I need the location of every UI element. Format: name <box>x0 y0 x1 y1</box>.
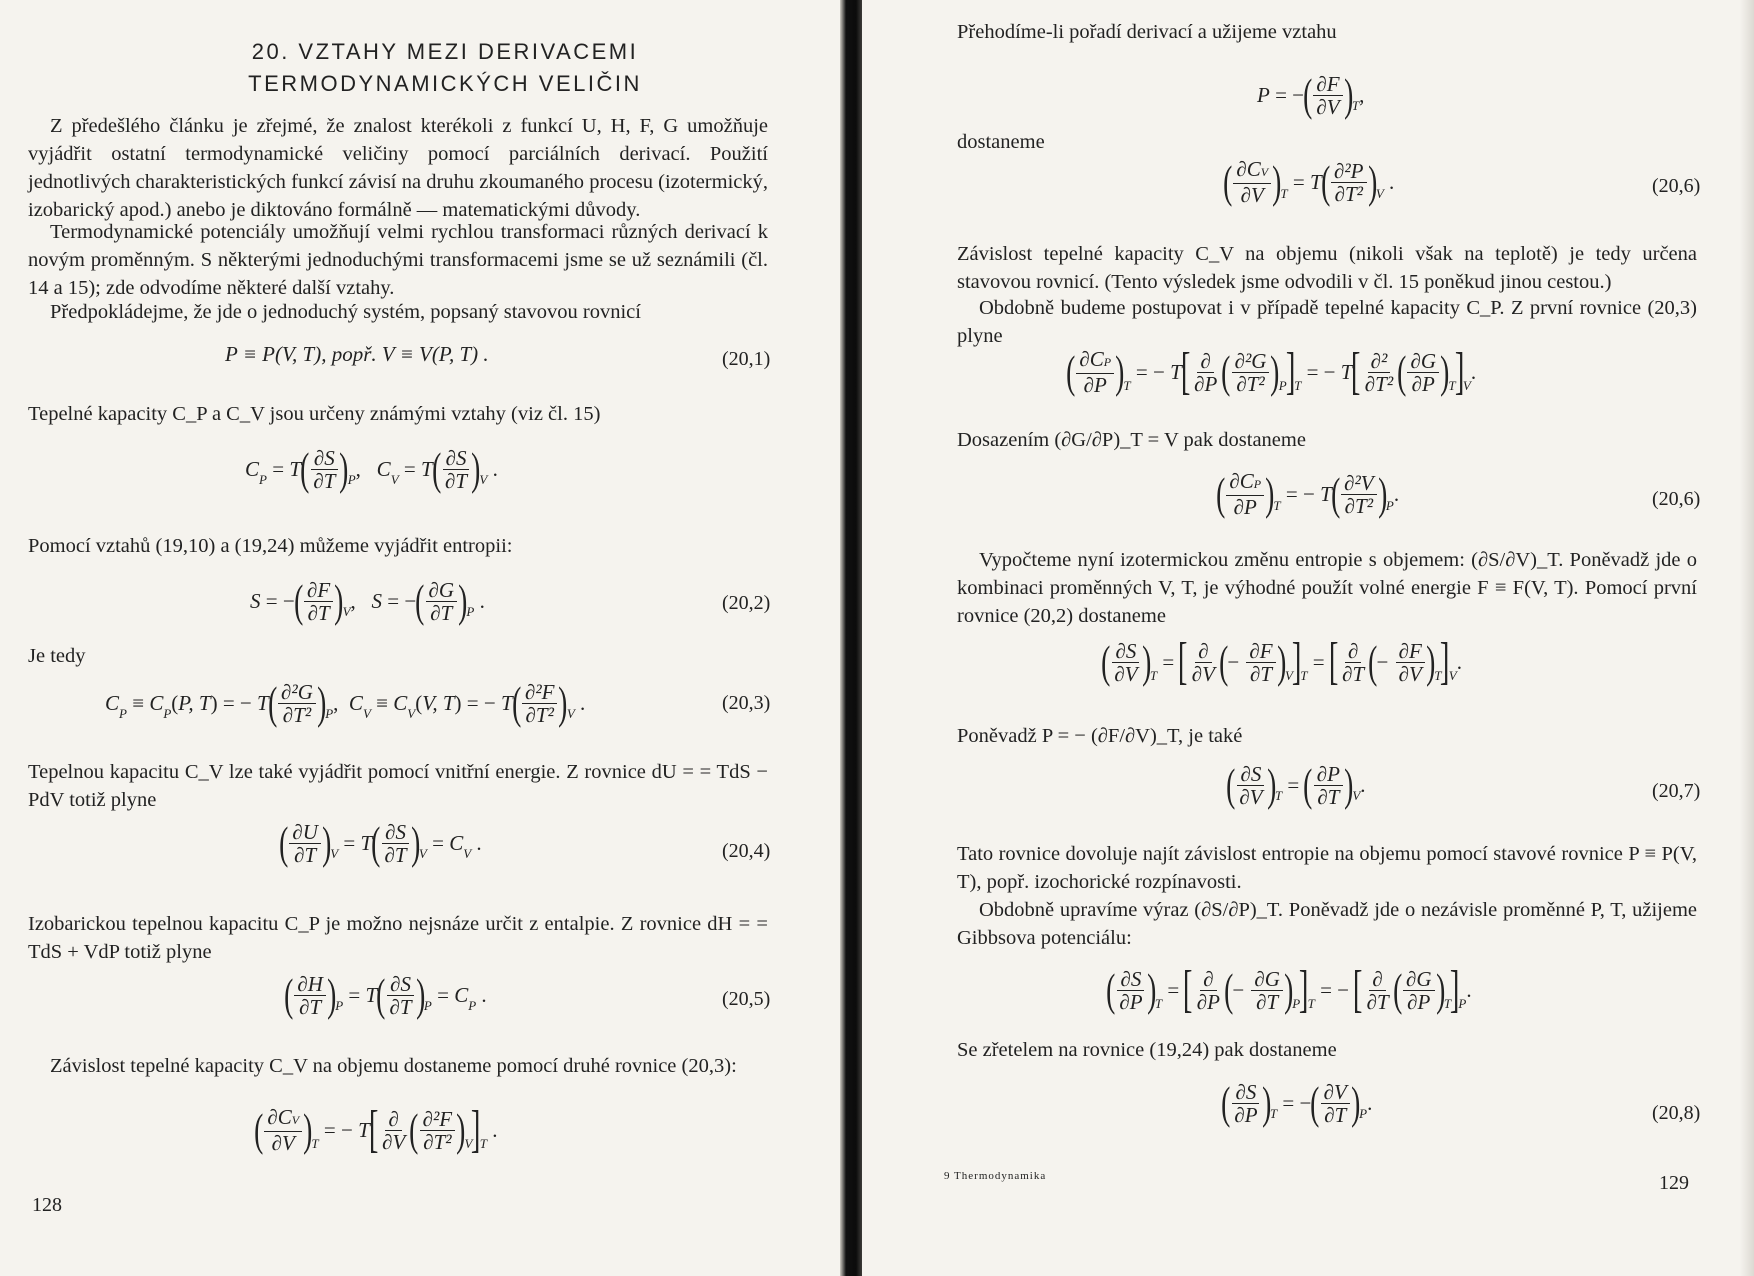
paragraph: Závislost tepelné kapacity C_V na objemu dostaneme pomocí druhé rovnice (20,3): <box>50 1055 737 1077</box>
equation-heat-capacities: C P = T ( $\frac{\partial S}{\partial T}$ ) P , C V = T ( $\frac{\partial S}{\partial T}$ ) V . <box>245 443 498 494</box>
equation-pressure: P = − ( $\frac{\partial F}{\partial V}$ ) T , <box>1257 69 1365 120</box>
equation-cv-volume: ( $\frac{\partial CV}{\partial V}$ ) T = − T [ $\frac{\partial}{\partial V}$ ( $\frac{\text{∂²F}}{\text{∂T²}}$ ) V ] T . <box>254 1101 498 1158</box>
paragraph: Obdobně upravíme výraz (∂S/∂P)_T. Poněvadž jde o nezávisle proměnné P, T, užijeme Gibbsova potenciálu: <box>957 899 1697 949</box>
equation-20-5: ( $\frac{\partial H}{\partial T}$ ) P = T ( $\frac{\partial S}{\partial T}$ ) P = C P . <box>284 969 487 1020</box>
equation-ds-dp: ( $\frac{\partial S}{\partial P}$ ) T = [ $\frac{\partial}{\partial P}$ ( − $\frac{\partial G}{\partial T}$ ) P ] T = − [ $\frac{\partial}{\partial T}$ ( $\frac{\partial G}{\partial P}$ ) T ] P . <box>1106 961 1472 1018</box>
equation-20-4: ( $\frac{\partial U}{\partial T}$ ) V = T ( $\frac{\partial S}{\partial T}$ ) V = C V . <box>279 817 482 868</box>
equation-20-7: ( $\frac{\partial S}{\partial V}$ ) T = ( $\frac{\partial P}{\partial T}$ ) V . <box>1226 759 1366 810</box>
paragraph: Tepelnou kapacitu C_V lze také vyjádřit pomocí vnitřní energie. Z rovnice dU = = TdS − PdV totiž plyne <box>28 761 768 811</box>
paragraph: Poněvadž P = − (∂F/∂V)_T, je také <box>957 725 1243 747</box>
paragraph: Předpokládejme, že jde o jednoduchý systém, popsaný stavovou rovnicí <box>50 301 641 323</box>
page-edge-shadow <box>1740 0 1754 1276</box>
equation-number: (20,3) <box>722 692 771 714</box>
equation-number: (20,4) <box>722 840 771 862</box>
equation-20-2: S = − ( $\frac{\partial F}{\partial T}$ ) V , S = − ( $\frac{\partial G}{\partial T}$ ) P . <box>250 575 485 626</box>
paragraph: Závislost tepelné kapacity C_V na objemu (nikoli však na teplotě) je tedy určena stavovou rovnicí. (Tento výsledek jsme odvodili v čl. 15 poněkud jinou cestou.) <box>957 243 1697 293</box>
equation-20-8: ( $\frac{\partial S}{\partial P}$ ) T = − ( $\frac{\partial V}{\partial T}$ ) P . <box>1221 1077 1373 1128</box>
paragraph: Pomocí vztahů (19,10) a (19,24) můžeme vyjádřit entropii: <box>28 535 513 557</box>
equation-number: (20,1) <box>722 348 771 370</box>
equation-number: (20,6) <box>1652 488 1701 510</box>
section-title-line1: 20. VZTAHY MEZI DERIVACEMI <box>251 39 639 64</box>
paragraph: Je tedy <box>28 645 86 667</box>
paragraph: Z předešlého článku je zřejmé, že znalost kterékoli z funkcí U, H, F, G umožňuje vyjádřit ostatní termodynamické veličiny pomocí parciálních derivací. Použití jednotlivých charakteristických funkcí závisí na druhu zkoumaného procesu (izotermický, izobarický apod.) anebo je diktováno formálně — matematickými důvody. <box>28 115 768 221</box>
equation-number: (20,6) <box>1652 175 1701 197</box>
left-page <box>0 0 840 1276</box>
paragraph: Obdobně budeme postupovat i v případě tepelné kapacity C_P. Z první rovnice (20,3) plyne <box>957 297 1697 347</box>
equation-cp-dp: ( $\frac{\partial CP}{\partial P}$ ) T = − T [ $\frac{\partial}{\partial P}$ ( $\frac{\text{∂²G}}{\text{∂T²}}$ ) P ] T = − T [ $\frac{\text{∂²}}{\text{∂T²}}$ ( $\frac{\partial G}{\partial P}$ ) T ] V . <box>1066 343 1477 400</box>
paragraph: Dosazením (∂G/∂P)_T = V pak dostaneme <box>957 429 1306 451</box>
page-number: 129 <box>1659 1172 1689 1194</box>
equation-20-1: P ≡ P(V, T), popř. V ≡ V(P, T) . <box>225 342 489 366</box>
section-title-line2: TERMODYNAMICKÝCH VELIČIN <box>248 71 642 96</box>
paragraph: Termodynamické potenciály umožňují velmi rychlou transformaci různých derivací k novým proměnným. S některými jednoduchými transformacemi jsme se už seznámili (čl. 14 a 15); zde odvodíme některé další vztahy. <box>28 221 768 299</box>
equation-number: (20,2) <box>722 592 771 614</box>
equation-cv-dv: ( $\frac{\partial CV}{\partial V}$ ) T = T ( $\frac{\text{∂²P}}{\text{∂T²}}$ ) V . <box>1223 156 1395 207</box>
section-title <box>120 36 770 100</box>
book-gutter <box>840 0 862 1276</box>
right-page <box>862 0 1754 1276</box>
equation-cp-result: ( $\frac{\partial CP}{\partial P}$ ) T = − T ( $\frac{\text{∂²V}}{\text{∂T²}}$ ) P . <box>1216 468 1400 519</box>
paragraph: Izobarickou tepelnou kapacitu C_P je možno nejsnáze určit z entalpie. Z rovnice dH = = TdS + VdP totiž plyne <box>28 913 768 963</box>
paragraph: Přehodíme-li pořadí derivací a užijeme vztahu <box>957 21 1337 43</box>
paragraph: dostaneme <box>957 131 1045 153</box>
paragraph: Tepelné kapacity C_P a C_V jsou určeny známými vztahy (viz čl. 15) <box>28 403 601 425</box>
equation-number: (20,5) <box>722 988 771 1010</box>
equation-20-3: C P ≡ C P ( P, T ) = − T ( $\frac{\text{∂²G}}{\text{∂T²}}$ ) P , C V ≡ C V ( V, T ) = − T ( $\frac{\text{∂²F}}{\text{∂T²}}$ ) V . <box>105 677 586 728</box>
equation-number: (20,7) <box>1652 780 1701 802</box>
page-number: 128 <box>32 1194 62 1216</box>
paragraph: Se zřetelem na rovnice (19,24) pak dostaneme <box>957 1039 1337 1061</box>
equation-number: (20,8) <box>1652 1102 1701 1124</box>
equation-ds-dv: ( $\frac{\partial S}{\partial V}$ ) T = [ $\frac{\partial}{\partial V}$ ( − $\frac{\partial F}{\partial T}$ ) V ] T = [ $\frac{\partial}{\partial T}$ ( − $\frac{\partial F}{\partial V}$ ) T ] V . <box>1101 633 1462 690</box>
paragraph: Vypočteme nyní izotermickou změnu entropie s objemem: (∂S/∂V)_T. Poněvadž jde o kombinaci proměnných V, T, je výhodné použít volné energie F ≡ F(V, T). Pomocí první rovnice (20,2) dostaneme <box>957 549 1697 627</box>
paragraph: Tato rovnice dovoluje najít závislost entropie na objemu pomocí stavové rovnice P ≡ P(V, T), popř. izochorické rozpínavosti. <box>957 843 1697 893</box>
running-footer: 9 Thermodynamika <box>944 1170 1047 1182</box>
